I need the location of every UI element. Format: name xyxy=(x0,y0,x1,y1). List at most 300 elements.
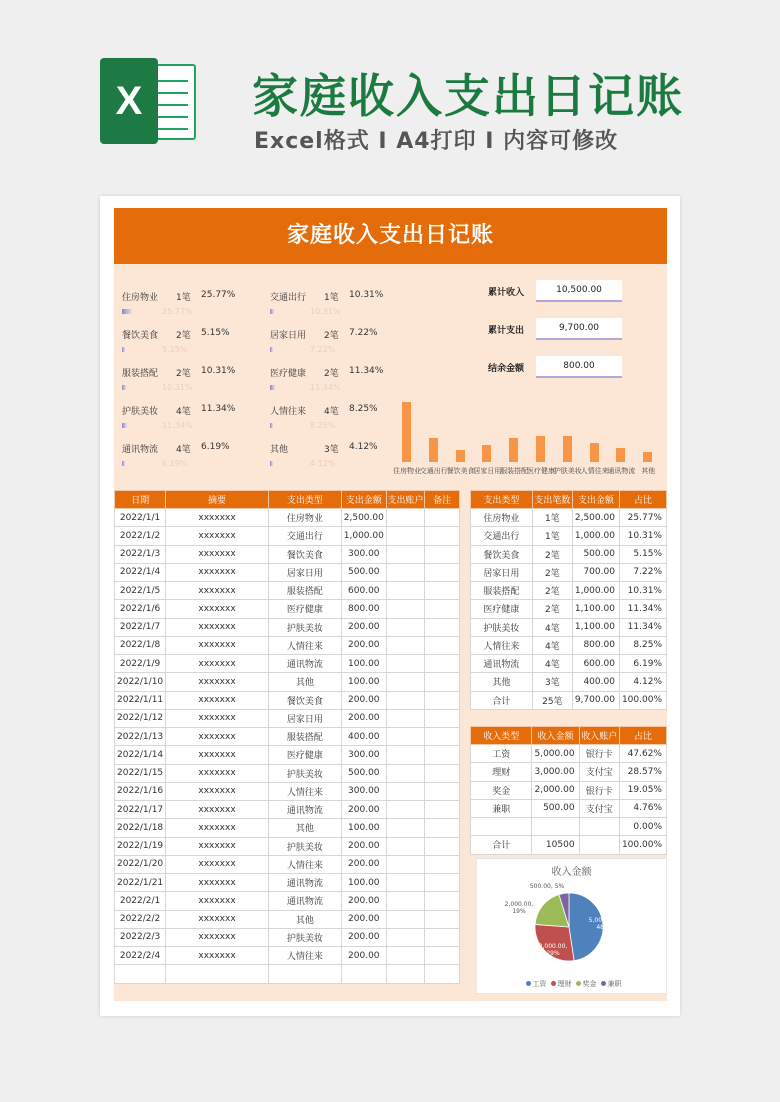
table-cell xyxy=(425,801,460,819)
bar-2 xyxy=(456,450,465,462)
table-cell: 2022/2/4 xyxy=(115,947,166,965)
table-cell: 100.00 xyxy=(341,819,386,837)
table-cell: 800.00 xyxy=(341,600,386,618)
table-cell xyxy=(425,965,460,983)
table-cell: 200.00 xyxy=(341,636,386,654)
stat-percent-ghost: 8.25% xyxy=(310,421,336,430)
table-cell: 1,000.00 xyxy=(572,527,619,545)
table-cell: 600.00 xyxy=(341,582,386,600)
table-cell: 1笔 xyxy=(532,509,572,527)
table-cell: 医疗健康 xyxy=(268,600,341,618)
table-cell: 100.00 xyxy=(341,673,386,691)
stat-name: 交通出行 xyxy=(270,293,307,303)
table-cell: xxxxxxx xyxy=(166,764,269,782)
table-cell: xxxxxxx xyxy=(166,563,269,581)
stat-bar xyxy=(270,309,274,314)
table-cell: 19.05% xyxy=(619,781,666,799)
stat-name: 人情往来 xyxy=(270,407,307,417)
table-cell: 5,000.00 xyxy=(532,745,579,763)
table-cell xyxy=(471,818,532,836)
table-row xyxy=(115,892,460,910)
table-cell: 人情往来 xyxy=(471,636,533,654)
table-cell xyxy=(425,947,460,965)
bar-7 xyxy=(590,443,599,462)
category-stat-9 xyxy=(270,442,410,470)
pie-svg xyxy=(477,859,668,995)
table-cell: 10.31% xyxy=(619,527,666,545)
legend-label-2: 奖金 xyxy=(582,980,597,988)
table-cell: xxxxxxx xyxy=(166,691,269,709)
table-cell: 护肤美妆 xyxy=(268,764,341,782)
table-row xyxy=(115,600,460,618)
stat-bar xyxy=(122,347,125,352)
stat-count: 2笔 xyxy=(176,369,191,379)
bar-4 xyxy=(509,438,518,462)
stat-count: 4笔 xyxy=(324,407,339,417)
col-header-0: 支出类型 xyxy=(471,491,533,509)
stat-count: 2笔 xyxy=(324,369,339,379)
table-cell: 200.00 xyxy=(341,709,386,727)
expense-bar-chart xyxy=(393,398,666,478)
table-row xyxy=(115,582,460,600)
table-cell: 2笔 xyxy=(532,582,572,600)
stat-percent-ghost: 11.34% xyxy=(310,383,341,392)
table-cell: 护肤美妆 xyxy=(471,618,533,636)
summary-label-1: 累计支出 xyxy=(488,326,525,336)
table-cell: 合计 xyxy=(471,836,532,854)
summary-value-1: 9,700.00 xyxy=(536,318,622,340)
table-cell xyxy=(425,655,460,673)
stat-count: 2笔 xyxy=(324,331,339,341)
income-summary-table xyxy=(470,726,667,855)
col-header-1: 支出笔数 xyxy=(532,491,572,509)
table-cell xyxy=(386,837,424,855)
table-cell: xxxxxxx xyxy=(166,801,269,819)
table-cell: 3笔 xyxy=(532,673,572,691)
table-cell xyxy=(425,837,460,855)
table-cell: xxxxxxx xyxy=(166,655,269,673)
table-cell: 银行卡 xyxy=(579,745,619,763)
table-cell xyxy=(425,527,460,545)
stat-name: 住房物业 xyxy=(122,293,159,303)
stat-percent: 11.34% xyxy=(201,404,236,414)
table-cell: 10.31% xyxy=(619,582,666,600)
bar-9 xyxy=(643,452,652,462)
table-cell: 奖金 xyxy=(471,781,532,799)
table-cell: 9,700.00 xyxy=(572,691,619,709)
table-cell: 2022/1/1 xyxy=(115,509,166,527)
table-cell: 4.12% xyxy=(619,673,666,691)
table-cell: 兼职 xyxy=(471,799,532,817)
table-cell xyxy=(425,892,460,910)
table-row xyxy=(471,818,667,836)
table-cell: 47.62% xyxy=(619,745,666,763)
stat-bar xyxy=(270,385,275,390)
table-cell: xxxxxxx xyxy=(166,819,269,837)
bar-label-3: 居家日用 xyxy=(473,467,502,475)
table-cell xyxy=(386,855,424,873)
stat-name: 其他 xyxy=(270,445,289,455)
stat-name: 居家日用 xyxy=(270,331,307,341)
bar-label-9: 其他 xyxy=(641,467,656,475)
table-cell xyxy=(386,928,424,946)
table-cell: 2笔 xyxy=(532,600,572,618)
table-cell xyxy=(386,874,424,892)
col-header-2: 支出金额 xyxy=(572,491,619,509)
table-cell: 交通出行 xyxy=(268,527,341,545)
table-cell xyxy=(425,746,460,764)
table-cell xyxy=(425,563,460,581)
table-cell: 200.00 xyxy=(341,947,386,965)
stat-percent: 10.31% xyxy=(349,290,384,300)
table-cell xyxy=(425,545,460,563)
legend-label-1: 理财 xyxy=(557,980,572,988)
table-cell: 其他 xyxy=(471,673,533,691)
table-row xyxy=(115,618,460,636)
stat-percent-ghost: 25.77% xyxy=(162,307,193,316)
bar-8 xyxy=(616,448,625,462)
stat-bar xyxy=(122,309,132,314)
category-stat-1 xyxy=(270,290,410,318)
table-cell xyxy=(386,673,424,691)
table-cell: 居家日用 xyxy=(268,709,341,727)
pie-label-2: 2,000.00, 19% xyxy=(504,901,534,915)
table-cell: 11.34% xyxy=(619,618,666,636)
table-cell: xxxxxxx xyxy=(166,837,269,855)
table-cell xyxy=(386,764,424,782)
table-row xyxy=(471,527,667,545)
table-cell: xxxxxxx xyxy=(166,600,269,618)
table-cell: 2022/1/11 xyxy=(115,691,166,709)
table-cell: 居家日用 xyxy=(471,563,533,581)
table-cell: 2022/1/7 xyxy=(115,618,166,636)
table-row xyxy=(115,928,460,946)
table-row xyxy=(471,545,667,563)
table-cell xyxy=(386,509,424,527)
table-cell xyxy=(425,910,460,928)
table-cell xyxy=(166,965,269,983)
table-cell: 居家日用 xyxy=(268,563,341,581)
bar-label-0: 住房物业 xyxy=(393,467,421,475)
stat-name: 通讯物流 xyxy=(122,445,159,455)
table-cell: 200.00 xyxy=(341,618,386,636)
table-row xyxy=(471,745,667,763)
table-cell xyxy=(425,709,460,727)
table-cell: 2022/1/10 xyxy=(115,673,166,691)
table-cell: 2022/1/2 xyxy=(115,527,166,545)
stat-count: 2笔 xyxy=(176,331,191,341)
table-cell xyxy=(386,709,424,727)
table-cell xyxy=(386,746,424,764)
table-cell: 2022/1/12 xyxy=(115,709,166,727)
table-cell: 1笔 xyxy=(532,527,572,545)
table-cell xyxy=(386,892,424,910)
table-cell: xxxxxxx xyxy=(166,673,269,691)
table-cell: 11.34% xyxy=(619,600,666,618)
table-cell xyxy=(425,928,460,946)
table-row xyxy=(471,781,667,799)
table-cell xyxy=(386,782,424,800)
table-cell: 住房物业 xyxy=(471,509,533,527)
category-stat-3 xyxy=(270,328,410,356)
document-page xyxy=(100,196,680,1016)
bar-label-4: 服装搭配 xyxy=(500,467,529,475)
expense-summary-table xyxy=(470,490,667,710)
table-cell xyxy=(386,582,424,600)
table-cell: 4笔 xyxy=(532,655,572,673)
table-row xyxy=(471,582,667,600)
table-cell xyxy=(386,801,424,819)
table-cell xyxy=(386,947,424,965)
stat-name: 医疗健康 xyxy=(270,369,307,379)
category-stat-7 xyxy=(270,404,410,432)
table-cell xyxy=(386,910,424,928)
table-cell: xxxxxxx xyxy=(166,910,269,928)
table-cell: 2022/1/20 xyxy=(115,855,166,873)
stat-percent-ghost: 4.12% xyxy=(310,459,336,468)
stat-count: 4笔 xyxy=(176,445,191,455)
table-cell xyxy=(425,874,460,892)
table-cell: 25笔 xyxy=(532,691,572,709)
table-cell: 200.00 xyxy=(341,837,386,855)
stat-percent-ghost: 6.19% xyxy=(162,459,188,468)
table-cell: 25.77% xyxy=(619,509,666,527)
col-header-3: 支出金额 xyxy=(341,491,386,509)
stat-percent: 4.12% xyxy=(349,442,378,452)
bar-label-6: 护肤美妆 xyxy=(553,467,582,475)
table-cell: 2022/1/15 xyxy=(115,764,166,782)
stat-bar xyxy=(270,347,273,352)
stat-name: 护肤美妆 xyxy=(122,407,159,417)
table-cell xyxy=(425,509,460,527)
table-cell: 护肤美妆 xyxy=(268,837,341,855)
stat-percent: 25.77% xyxy=(201,290,236,300)
category-stat-8 xyxy=(122,442,262,470)
table-row xyxy=(115,801,460,819)
table-cell: 500.00 xyxy=(341,764,386,782)
table-cell: 0.00% xyxy=(619,818,666,836)
stat-bar xyxy=(122,385,126,390)
table-cell: 服装搭配 xyxy=(268,582,341,600)
stat-percent-ghost: 10.31% xyxy=(310,307,341,316)
table-cell xyxy=(386,819,424,837)
table-cell: 2022/1/3 xyxy=(115,545,166,563)
spreadsheet-area xyxy=(114,208,667,1001)
table-cell: 2022/1/14 xyxy=(115,746,166,764)
stat-bar xyxy=(122,423,127,428)
table-cell xyxy=(115,965,166,983)
table-cell xyxy=(386,545,424,563)
table-cell: 通讯物流 xyxy=(268,874,341,892)
category-stat-4 xyxy=(122,366,262,394)
pie-label-1: 3,000.00, 29% xyxy=(538,943,568,957)
table-cell: 银行卡 xyxy=(579,781,619,799)
stat-percent-ghost: 7.22% xyxy=(310,345,336,354)
table-cell: 500.00 xyxy=(341,563,386,581)
table-cell: 人情往来 xyxy=(268,782,341,800)
table-cell: xxxxxxx xyxy=(166,728,269,746)
summary-value-0: 10,500.00 xyxy=(536,280,622,302)
table-cell: 400.00 xyxy=(572,673,619,691)
category-stat-2 xyxy=(122,328,262,356)
table-cell: 2022/1/19 xyxy=(115,837,166,855)
table-row xyxy=(115,563,460,581)
table-cell xyxy=(425,600,460,618)
col-header-0: 日期 xyxy=(115,491,166,509)
bar-label-7: 人情往来 xyxy=(580,467,609,475)
table-cell: xxxxxxx xyxy=(166,509,269,527)
table-cell: 4笔 xyxy=(532,636,572,654)
table-cell xyxy=(532,818,579,836)
table-row xyxy=(115,728,460,746)
table-cell: 1,000.00 xyxy=(341,527,386,545)
table-cell: xxxxxxx xyxy=(166,855,269,873)
pie-label-3: 500.00, 5% xyxy=(529,883,565,890)
stat-bar xyxy=(270,423,273,428)
table-cell: xxxxxxx xyxy=(166,545,269,563)
table-cell: 6.19% xyxy=(619,655,666,673)
stat-percent: 5.15% xyxy=(201,328,230,338)
stat-bar xyxy=(270,461,273,466)
table-cell: 600.00 xyxy=(572,655,619,673)
table-cell: 5.15% xyxy=(619,545,666,563)
col-header-3: 占比 xyxy=(619,491,666,509)
table-cell: 200.00 xyxy=(341,855,386,873)
table-cell: 2022/1/8 xyxy=(115,636,166,654)
table-row xyxy=(115,947,460,965)
table-cell: 2,000.00 xyxy=(532,781,579,799)
table-cell: 餐饮美食 xyxy=(268,545,341,563)
table-cell: 2笔 xyxy=(532,563,572,581)
table-cell: xxxxxxx xyxy=(166,527,269,545)
table-row xyxy=(471,799,667,817)
bar-1 xyxy=(429,438,438,462)
table-cell: xxxxxxx xyxy=(166,636,269,654)
pie-title: 收入金额 xyxy=(551,867,592,878)
table-row xyxy=(471,763,667,781)
table-cell: xxxxxxx xyxy=(166,618,269,636)
table-cell: 500.00 xyxy=(572,545,619,563)
table-cell xyxy=(386,636,424,654)
col-header-1: 收入金额 xyxy=(532,727,579,745)
table-cell: 通讯物流 xyxy=(268,655,341,673)
table-cell: 支付宝 xyxy=(579,763,619,781)
col-header-4: 支出账户 xyxy=(386,491,424,509)
table-cell: 100.00% xyxy=(619,691,666,709)
table-cell: 其他 xyxy=(268,819,341,837)
table-cell xyxy=(341,965,386,983)
table-cell xyxy=(386,965,424,983)
table-row xyxy=(471,563,667,581)
stat-percent: 8.25% xyxy=(349,404,378,414)
table-cell: 7.22% xyxy=(619,563,666,581)
table-row xyxy=(115,782,460,800)
table-cell: 2022/1/21 xyxy=(115,874,166,892)
table-cell xyxy=(386,563,424,581)
col-header-2: 支出类型 xyxy=(268,491,341,509)
table-row xyxy=(471,655,667,673)
legend-dot-1 xyxy=(551,981,556,986)
table-cell: 200.00 xyxy=(341,892,386,910)
table-cell: 500.00 xyxy=(532,799,579,817)
bar-6 xyxy=(563,436,572,462)
table-cell: 800.00 xyxy=(572,636,619,654)
logo-letter: X xyxy=(100,58,158,144)
table-cell: 300.00 xyxy=(341,545,386,563)
table-row xyxy=(471,836,667,854)
category-stat-0 xyxy=(122,290,262,318)
bar-label-2: 餐饮美食 xyxy=(446,467,475,475)
table-cell: 护肤美妆 xyxy=(268,618,341,636)
stat-percent: 10.31% xyxy=(201,366,236,376)
table-row xyxy=(471,509,667,527)
table-row xyxy=(115,527,460,545)
stat-name: 服装搭配 xyxy=(122,369,159,379)
stat-count: 1笔 xyxy=(324,293,339,303)
table-row xyxy=(115,764,460,782)
table-cell xyxy=(425,618,460,636)
bar-3 xyxy=(482,445,491,462)
table-cell: 200.00 xyxy=(341,801,386,819)
table-cell xyxy=(386,527,424,545)
table-cell: 2022/1/5 xyxy=(115,582,166,600)
table-cell xyxy=(425,673,460,691)
bar-label-1: 交通出行 xyxy=(419,467,448,475)
table-cell xyxy=(425,819,460,837)
table-cell xyxy=(386,691,424,709)
table-cell: 理财 xyxy=(471,763,532,781)
table-cell: 4笔 xyxy=(532,618,572,636)
table-cell: 2,500.00 xyxy=(572,509,619,527)
summary-label-2: 结余金额 xyxy=(488,364,525,374)
table-cell: 护肤美妆 xyxy=(268,928,341,946)
table-cell: 医疗健康 xyxy=(471,600,533,618)
table-cell: 2022/2/2 xyxy=(115,910,166,928)
table-row xyxy=(115,855,460,873)
income-pie-chart xyxy=(476,858,667,994)
table-cell: 700.00 xyxy=(572,563,619,581)
table-row xyxy=(471,618,667,636)
table-cell: 100.00 xyxy=(341,874,386,892)
category-stat-5 xyxy=(270,366,410,394)
table-cell: 2022/1/4 xyxy=(115,563,166,581)
table-cell: 2022/1/16 xyxy=(115,782,166,800)
table-cell: 1,100.00 xyxy=(572,618,619,636)
table-cell: 人情往来 xyxy=(268,636,341,654)
summary-value-2: 800.00 xyxy=(536,356,622,378)
table-row xyxy=(115,746,460,764)
table-cell: xxxxxxx xyxy=(166,928,269,946)
table-row xyxy=(471,691,667,709)
table-cell xyxy=(386,618,424,636)
table-row xyxy=(115,910,460,928)
stat-count: 3笔 xyxy=(324,445,339,455)
excel-logo-icon xyxy=(100,58,198,144)
table-row xyxy=(115,691,460,709)
table-row xyxy=(115,673,460,691)
table-cell: xxxxxxx xyxy=(166,782,269,800)
table-cell: 100.00% xyxy=(619,836,666,854)
table-cell: 服装搭配 xyxy=(471,582,533,600)
table-cell: 200.00 xyxy=(341,928,386,946)
table-cell: 400.00 xyxy=(341,728,386,746)
table-row xyxy=(471,636,667,654)
sheet-banner: 家庭收入支出日记账 xyxy=(114,208,667,264)
table-cell xyxy=(425,691,460,709)
table-row xyxy=(115,837,460,855)
col-header-0: 收入类型 xyxy=(471,727,532,745)
table-cell: 10500 xyxy=(532,836,579,854)
